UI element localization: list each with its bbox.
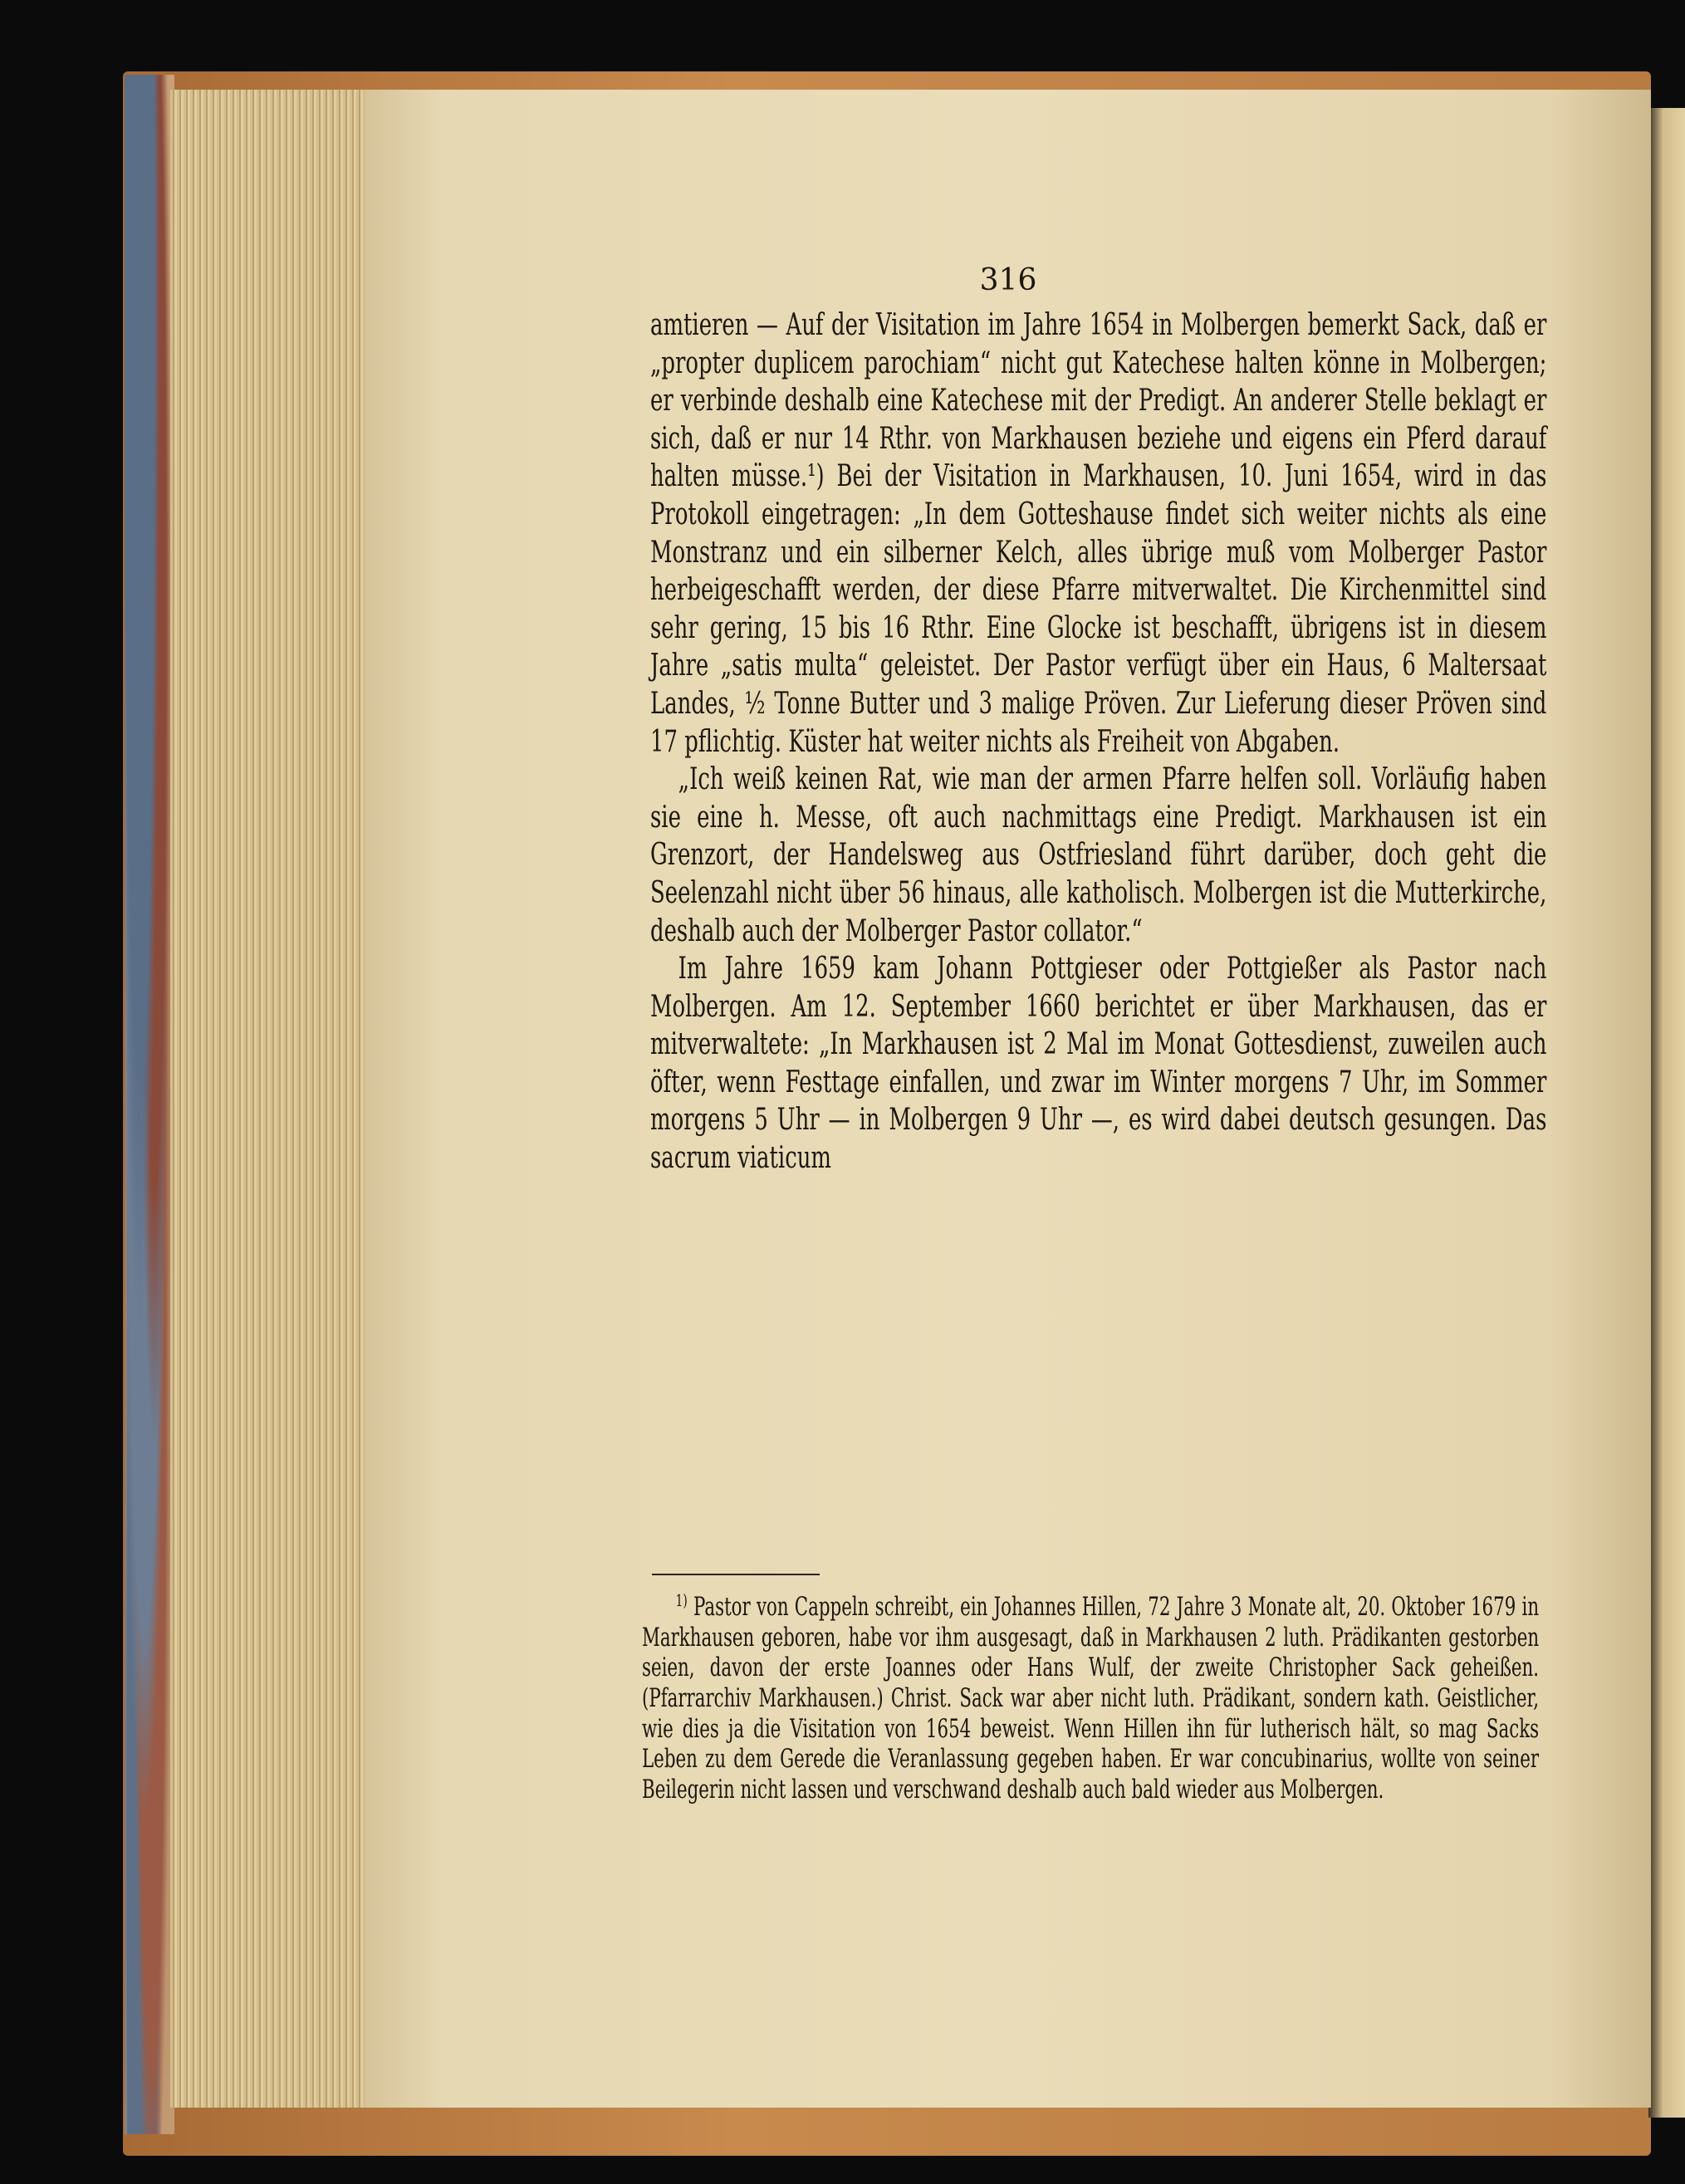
paragraph: „Ich weiß keinen Rat, wie man der armen Pfarre helfen soll. Vorläufig haben sie eine h. Messe, oft auch nachmittags eine Predigt. Markhausen ist ein Grenzort, der Handelsweg aus Ostfriesland führt darüber, doch geht die Seelenzahl nicht über 56 hinaus, alle katholisch. Molbergen ist die Mutterkirche, deshalb auch der Molberger Pastor collator.“ [650,761,1547,948]
footnote-separator [652,1574,820,1575]
paragraph: amtieren — Auf der Visitation im Jahre 1654 in Molbergen bemerkt Sack, daß er „propter duplicem parochiam“ nicht gut Katechese halten könne in Molbergen; er verbinde deshalb eine Katechese mit der Predigt. An anderer Stelle beklagt er sich, daß er nur 14 Rthr. von Markhausen beziehe und eigens ein Pferd darauf halten müsse.¹) Bei der Visitation in Markhausen, 10. Juni 1654, wird in das Protokoll eingetragen: „In dem Gotteshause findet sich weiter nichts als eine Monstranz und ein silberner Kelch, alles übrige muß vom Molberger Pastor herbeigeschafft werden, der diese Pfarre mitverwaltet. Die Kirchenmittel sind sehr gering, 15 bis 16 Rthr. Eine Glocke ist beschafft, übrigens ist in diesem Jahre „satis multa“ geleistet. Der Pastor verfügt über ein Haus, 6 Maltersaat Landes, ½ Tonne Butter und 3 malige Pröven. Zur Lieferung dieser Pröven sind 17 pflichtig. Küster hat weiter nichts als Freiheit von Abgaben. [650,306,1547,759]
paragraph: Im Jahre 1659 kam Johann Pottgieser oder Pottgießer als Pastor nach Molbergen. Am 12. September 1660 berichtet er über Markhausen, das er mitverwaltete: „In Markhausen ist 2 Mal im Monat Gottesdienst, zuweilen auch öfter, wenn Festtage einfallen, und zwar im Winter morgens 7 Uhr, im Sommer morgens 5 Uhr — in Molbergen 9 Uhr —, es wird dabei deutsch gesungen. Das sacrum viaticum [650,950,1547,1176]
footnote-mark: 1) [675,1591,688,1610]
book-page [365,90,1651,2108]
body-text [650,306,1546,1177]
facing-page-edge [1648,108,1685,2118]
page-number: 316 [979,263,1037,297]
page-edges [170,90,371,2108]
footnote-text: Pastor von Cappeln schreibt, ein Johannes Hillen, 72 Jahre 3 Monate alt, 20. Oktober 1679 in Markhausen geboren, habe vor ihm ausgesagt, daß in Markhausen 2 luth. Prädikanten gestorben seien, davon der erste Joannes oder Hans Wulf, der zweite Christopher Sack geheißen. (Pfarrarchiv Markhausen.) Christ. Sack war aber nicht luth. Prädikant, sondern kath. Geistlicher, wie dies ja die Visitation von 1654 beweist. Wenn Hillen ihn für lutherisch hält, so mag Sacks Leben zu dem Gerede die Veranlassung gegeben haben. Er war concubinarius, wollte von seiner Beilegerin nicht lassen und verschwand deshalb auch bald wieder aus Molbergen. [642,1593,1540,1804]
footnote [642,1586,1539,1805]
marbled-endpaper [125,75,174,2134]
